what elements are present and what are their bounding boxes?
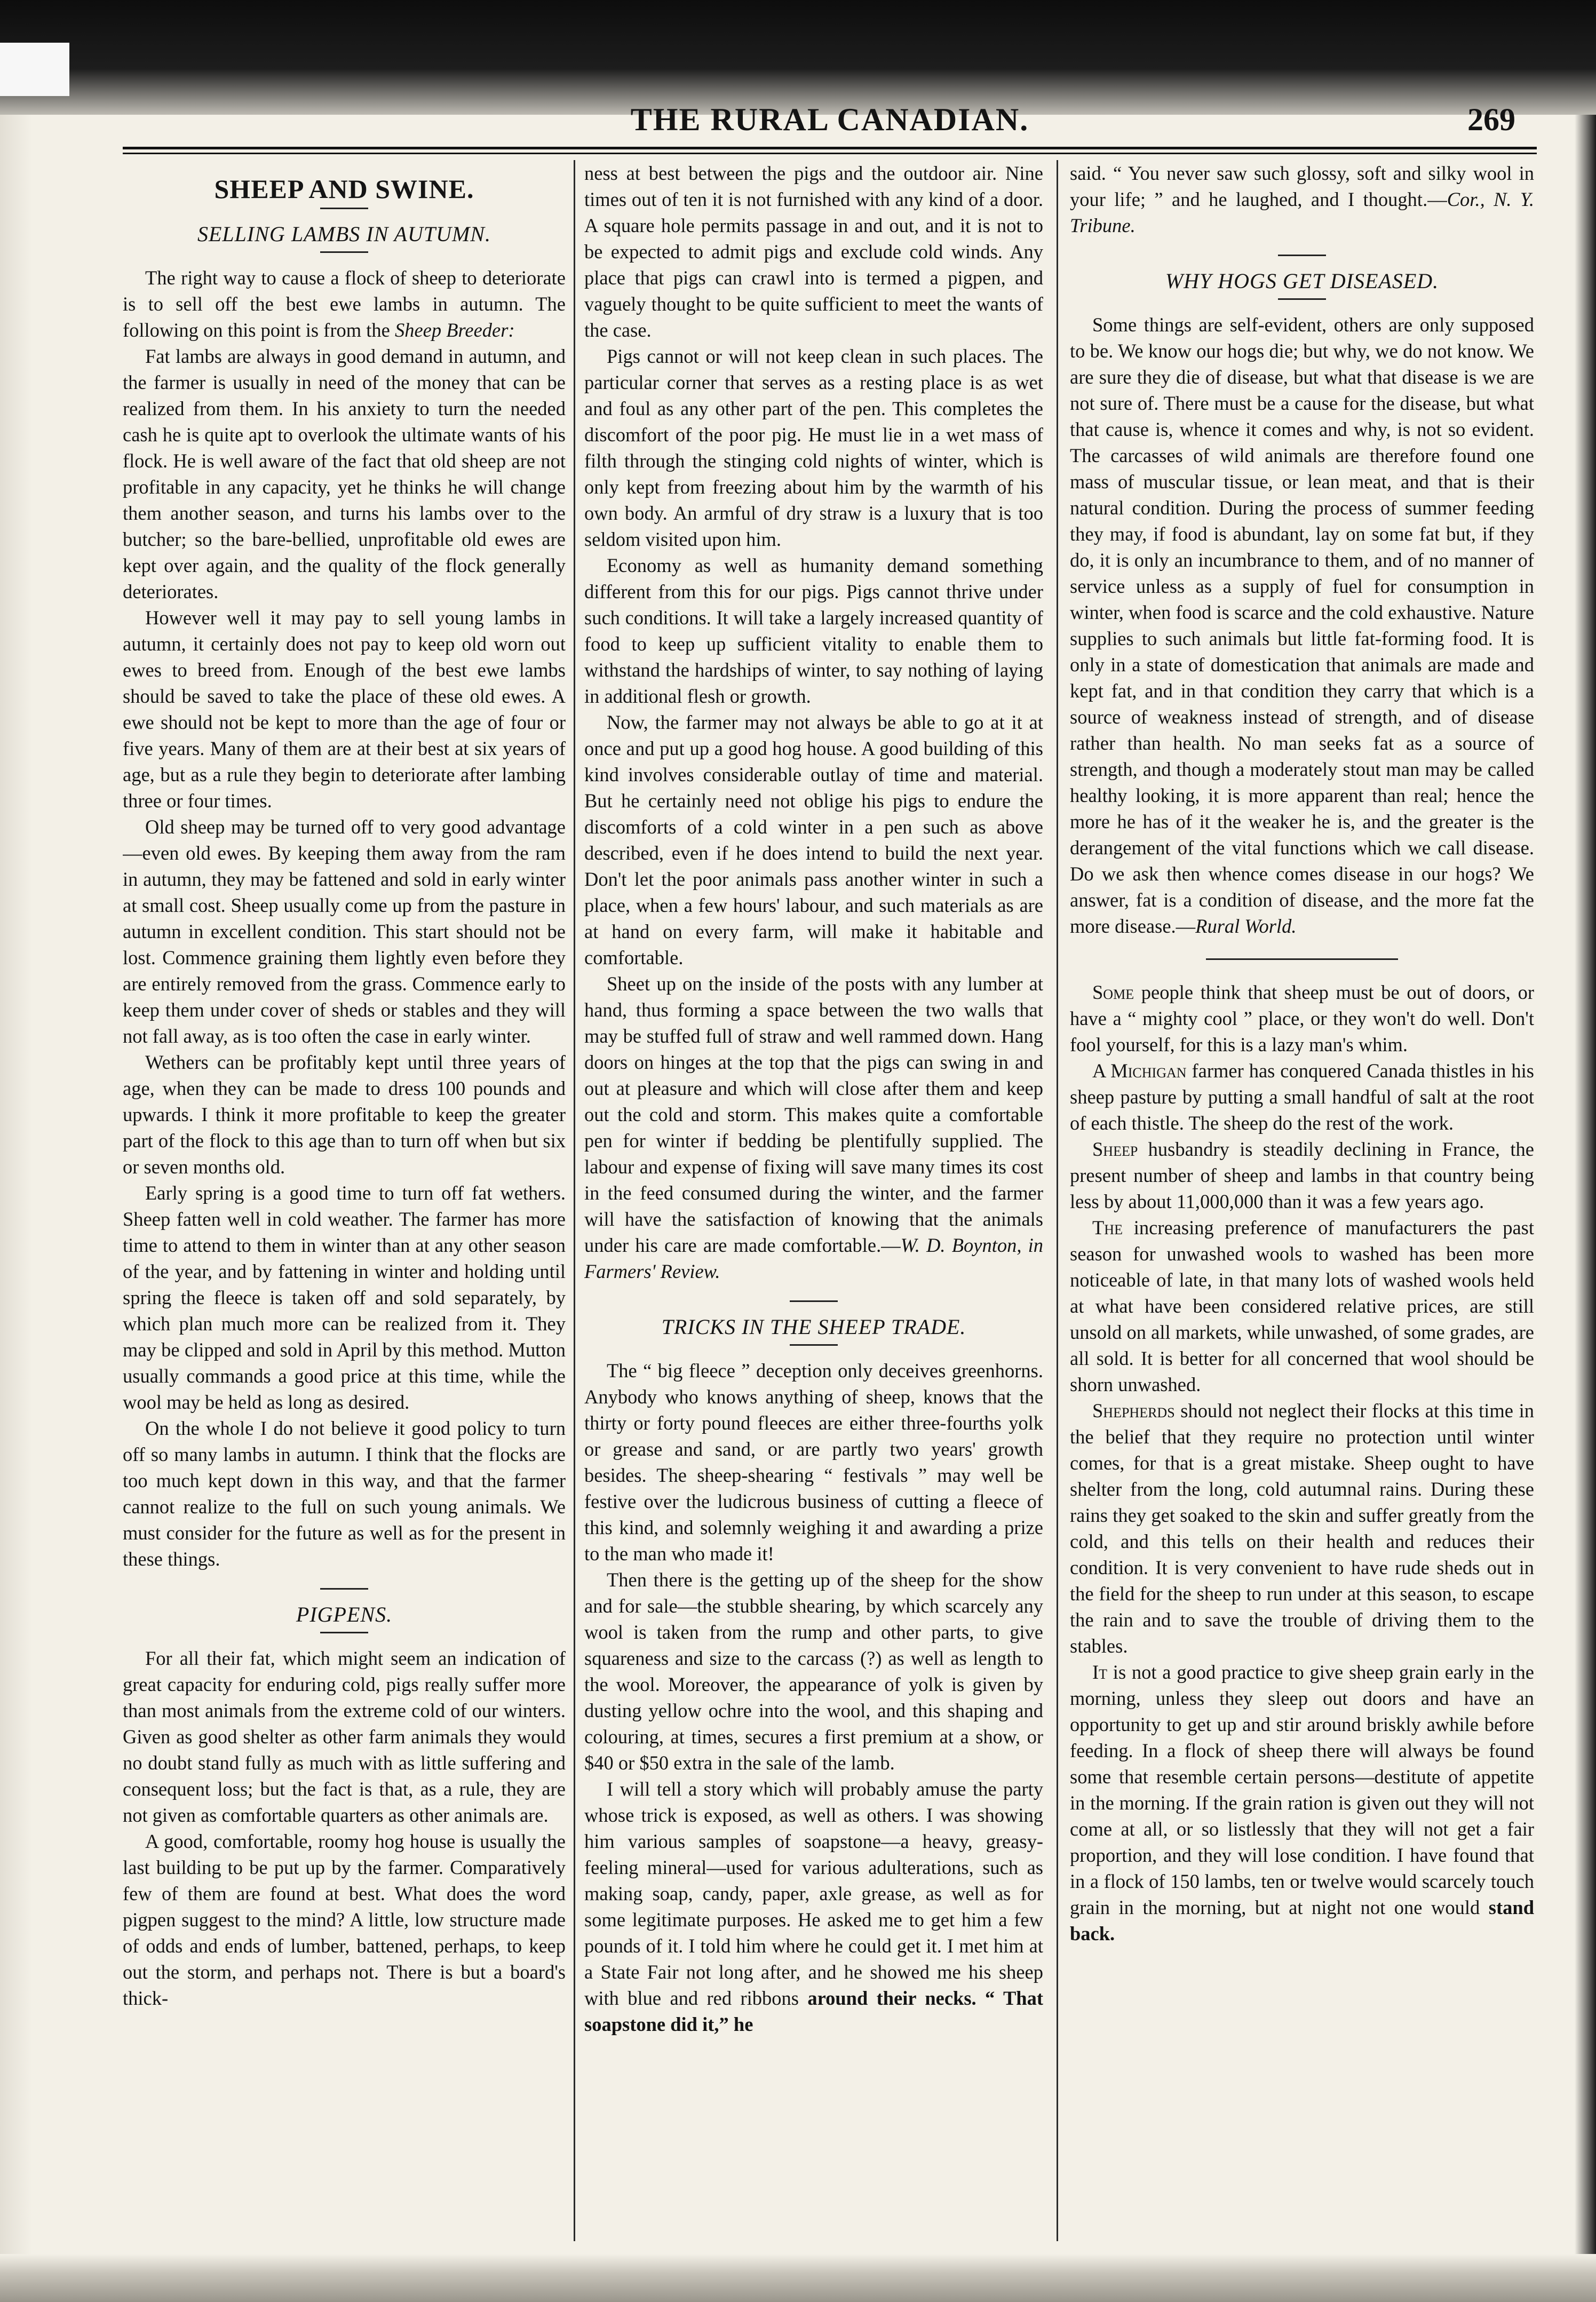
article-title: WHY HOGS GET DISEASED. bbox=[1165, 269, 1439, 293]
header-rule bbox=[123, 147, 1537, 154]
paragraph: Then there is the getting up of the sheep for the show and for sale—the stubble shearing, by which scarcely any wool is taken from the rump and other parts, to give squareness and size to the carcass (?) as well as length to the wool. Moreover, the appearance of yolk is given by dusting yellow ochre into the wool, and this shaping and colouring, at times, secures a first premium at a show, or $40 or $50 extra in the sale of the lamb. bbox=[584, 1569, 1043, 1774]
news-item bbox=[1070, 1398, 1534, 1659]
title-rule bbox=[320, 251, 368, 253]
lead-word: A Michigan bbox=[1092, 1060, 1187, 1082]
paragraph: However well it may pay to sell young lambs in autumn, it certainly does not pay to keep old worn out ewes to breed from. Enough of the best ewe lambs should be saved to take the place of these old ewes. A ewe should not be kept to more than the age of four or five years. Many of them are at their best at six years of age, but as a rule they begin to deteriorate after lambing three or four times. bbox=[123, 607, 566, 812]
paragraph bbox=[584, 1776, 1043, 2037]
scan-left-edge bbox=[0, 115, 32, 2302]
article-divider bbox=[1278, 255, 1326, 256]
paragraph bbox=[1070, 160, 1534, 239]
lead-word: It bbox=[1092, 1661, 1108, 1683]
scan-corner-mark bbox=[0, 43, 69, 96]
paragraph: Early spring is a good time to turn off fat wethers. Sheep fatten well in cold weather. The farmer has more time to attend to them in winter than at any other season of the year, and by fattening in winter and holding until spring the fleece is taken off and sold separately, by which plan much more can be realized from it. They may be clipped and sold in April by this method. Mutton usually commands a good price at this time, while the wool may be held as long as desired. bbox=[123, 1182, 566, 1413]
page-header bbox=[123, 96, 1537, 144]
paragraph: Old sheep may be turned off to very good advantage—even old ewes. By keeping them away from the ram in autumn, they may be fattened and sold in early winter at small cost. Sheep usually come up from the pasture in autumn in excellent condition. This start should not be lost. Commence graining them lightly even before they are entirely removed from the grass. Commence early to keep them under cover of sheds or stables and they will not fall away, as is too often the case in early winter. bbox=[123, 816, 566, 1047]
article-divider bbox=[320, 1588, 368, 1590]
article-title: SELLING LAMBS IN AUTUMN. bbox=[197, 222, 491, 246]
column-1 bbox=[123, 160, 566, 2241]
paragraph: Fat lambs are always in good demand in autumn, and the farmer is usually in need of the money that can be realized from them. In his anxiety to turn the needed cash he is quite apt to overlook the ultimate wants of his flock. He is well aware of the fact that old sheep are not profitable in any capacity, yet he thinks he will change them another season, and turns his lambs over to the butcher; so the bare-bellied, unprofitable old ewes are kept over again, and the quality of the flock generally deteriorates. bbox=[123, 345, 566, 602]
paragraph-text: Some things are self-evident, others are only supposed to be. We know our hogs die; but why, we do not know. We are sure they die of disease, but what that disease is we are not sure of. There must be a cause for the disease, but what that cause is, whence it comes and why, is not so evident. The carcasses of wild animals are therefore found one mass of muscular tissue, or lean meat, and that is their natural condition. During the process of summer feeding they may, if food is abundant, lay on some fat but, if they do, it is only an incumbrance to them, and of no manner of service unless as a supply of fuel for consumption in winter, when food is scarce and the cold exhaustive. Nature supplies to such animals but little fat-forming food. It is only in a state of domestication that animals are made and kept fat, and in that condition they carry that which is a source of weakness instead of strength, and of disease rather than health. No man seeks fat as a source of strength, and though a moderately stout man may be called healthy looking, it is more apparent than real; hence the more he has of it the weaker he is, and the greater is the derangement of the vital functions which we call disease. Do we ask then whence comes disease in our hogs? We answer, fat is a condition of disease, and the more fat the more disease.— bbox=[1070, 314, 1534, 937]
publication-title: THE RURAL CANADIAN. bbox=[630, 102, 1029, 137]
paragraph-text: Sheet up on the inside of the posts with any lumber at hand, thus forming a space between the two walls that may be stuffed full of straw and well rammed down. Hang doors on hinges at the top that the pigs can swing in and out at pleasure and which will close after them and keep out the cold and storm. This makes quite a comfortable pen for winter if bedding be plentifully supplied. The labour and expense of fixing will save many times its cost in the feed consumed during the winter, and the farmer will have the satisfaction of knowing that the animals under his care are made comfortable.— bbox=[584, 973, 1043, 1256]
paragraph bbox=[1070, 312, 1534, 939]
lead-word: Some bbox=[1092, 981, 1134, 1003]
paragraph: The “ big fleece ” deception only deceives greenhorns. Anybody who knows anything of sheep, knows that the thirty or forty pound fleeces are either three-fourths yolk or grease and sand, or are partly two years' growth besides. The sheep-shearing “ festivals ” may well be festive over the ludicrous business of cutting a fleece of this kind, and solemnly weighing it and awarding a prize to the man who made it! bbox=[584, 1360, 1043, 1565]
source-citation: Sheep Breeder: bbox=[394, 319, 515, 341]
paragraph-text: stand back. bbox=[1070, 1896, 1534, 1944]
column-2 bbox=[584, 160, 1043, 2241]
column-3 bbox=[1070, 160, 1534, 2241]
title-rule bbox=[1278, 298, 1326, 300]
paragraph: A good, comfortable, roomy hog house is usually the last building to be put up by the farmer. Comparatively few of them are found at best. What does the word pigpen suggest to the mind? A little, low structure made of odds and ends of lumber, battened, perhaps, to keep out the storm, and perhaps not. There is but a board's thick- bbox=[123, 1830, 566, 2009]
title-rule bbox=[320, 208, 368, 209]
section-title: SHEEP AND SWINE. bbox=[214, 174, 474, 204]
paragraph-text: around their necks. “ That soapstone did it,” he bbox=[584, 1987, 1043, 2035]
news-item bbox=[1070, 1058, 1534, 1136]
news-item bbox=[1070, 1214, 1534, 1398]
article-title: PIGPENS. bbox=[296, 1602, 393, 1626]
news-item bbox=[1070, 979, 1534, 1058]
paragraph: Now, the farmer may not always be able to go at it at once and put up a good hog house. A good building of this kind involves considerable outlay of time and material. But he certainly need not oblige his pigs to endure the discomforts of a cold winter in a pen such as above described, even if he does intend to build the next year. Don't let the poor animals pass another winter in such a place, when a few hours' labour, and such materials as are at hand on every farm, will make it habitable and comfortable. bbox=[584, 711, 1043, 969]
title-rule bbox=[320, 1632, 368, 1633]
paragraph-text: should not neglect their flocks at this time in the belief that they require no protection until winter comes, for that is a great mistake. Sheep ought to have shelter from the long, cold autumnal rains. During these rains they get soaked to the skin and suffer greatly from the cold, and this tells on their health and reduces their condition. It is very convenient to have rude sheds out in the field for the sheep to run under at this season, to escape the rain and to save the trouble of driving them to the stables. bbox=[1070, 1400, 1534, 1657]
paragraph-text: increasing preference of manufacturers the past season for unwashed wools to washed has been more noticeable of late, in that many lots of washed wools held at what have been considered relative prices, are still unsold on all markets, while unwashed, of some grades, are all sold. It is better for all concerned that wool should be shorn unwashed. bbox=[1070, 1217, 1534, 1395]
section-divider bbox=[1206, 958, 1398, 960]
paragraph bbox=[584, 971, 1043, 1284]
paragraph: Economy as well as humanity demand something different from this for our pigs. Pigs cannot thrive under such conditions. It will take a largely increased quantity of food to keep up sufficient vitality to enable them to withstand the hardships of winter, to say nothing of laying in additional flesh or growth. bbox=[584, 554, 1043, 707]
column-divider bbox=[1057, 160, 1058, 2241]
lead-word: Sheep bbox=[1092, 1138, 1138, 1160]
paragraph-text: I will tell a story which will probably amuse the party whose trick is exposed, as well as others. I was showing him various samples of soapstone—a heavy, greasy-feeling mineral—used for various adulterations, such as making soap, candy, paper, axle grease, as well as for some legitimate purposes. He asked me to get him a few pounds of it. I told him where he could get it. I met him at a State Fair not long after, and he showed me his sheep with blue and red ribbons bbox=[584, 1778, 1043, 2009]
paragraph bbox=[123, 265, 566, 343]
page-number: 269 bbox=[1467, 102, 1515, 137]
news-item bbox=[1070, 1136, 1534, 1214]
scan-bottom-edge bbox=[0, 2254, 1596, 2302]
news-item bbox=[1070, 1659, 1534, 1947]
paragraph-text: husbandry is steadily declining in France, the present number of sheep and lambs in that country being less by about 11,000,000 than it was a few years ago. bbox=[1070, 1138, 1534, 1212]
paragraph: Pigs cannot or will not keep clean in such places. The particular corner that serves as a resting place is as wet and foul as any other part of the pen. This completes the discomfort of the poor pig. He must lie in a wet mass of filth through the stinging cold nights of winter, which is only kept from freezing about him by the warmth of his own body. An armful of dry straw is a luxury that is too seldom visited upon him. bbox=[584, 345, 1043, 550]
lead-word: The bbox=[1092, 1217, 1123, 1239]
title-rule bbox=[790, 1344, 838, 1346]
paragraph-text: is not a good practice to give sheep grain early in the morning, unless they sleep out doors and have an opportunity to get up and stir around briskly awhile before feeding. In a flock of sheep there will always be found some that resemble certain persons—destitute of appetite in the morning. If the grain ration is given out they will not come at all, or so listlessly that they will not get a fair proportion, and they will lose condition. I have found that in a flock of 150 lambs, ten or twelve would scarcely touch grain in the morning, but at night not one would bbox=[1070, 1661, 1534, 1918]
article-title: TRICKS IN THE SHEEP TRADE. bbox=[661, 1315, 966, 1339]
paragraph: Wethers can be profitably kept until three years of age, when they can be made to dress 100 pounds and upwards. I think it more profitable to keep the greater part of the flock to this age than to turn off when but six or seven months old. bbox=[123, 1051, 566, 1178]
article-divider bbox=[790, 1300, 838, 1302]
paragraph: On the whole I do not believe it good policy to turn off so many lambs in autumn. I think that the flocks are too much kept down in this way, and that the farmer cannot realize to the full on such young animals. We must consider for the future as well as for the present in these things. bbox=[123, 1417, 566, 1570]
source-citation: Cor., N. Y. Tribune. bbox=[1070, 188, 1534, 236]
scan-right-edge bbox=[1575, 115, 1596, 2302]
source-citation: Rural World. bbox=[1195, 915, 1297, 937]
paragraph-text: The right way to cause a flock of sheep to deteriorate is to sell off the best ewe lambs in autumn. The following on this point is from the bbox=[123, 267, 566, 341]
column-divider bbox=[574, 160, 575, 2241]
paragraph: For all their fat, which might seem an indication of great capacity for enduring cold, pigs really suffer more than most animals from the extreme cold of our winters. Given as good shelter as other farm animals they would no doubt stand fully as much with as little suffering and consequent loss; but the fact is that, as a rule, they are not given as comfortable quarters as other animals are. bbox=[123, 1647, 566, 1826]
paragraph-text: said. “ You never saw such glossy, soft and silky wool in your life; ” and he laughed, and I thought.— bbox=[1070, 162, 1534, 210]
paragraph: ness at best between the pigs and the outdoor air. Nine times out of ten it is not furnished with any kind of a door. A square hole permits passage in and out, and it is not to be expected to admit pigs and exclude cold winds. Any place that pigs can crawl into is termed a pigpen, and vaguely thought to be quite sufficient to meet the wants of the case. bbox=[584, 162, 1043, 341]
source-citation: W. D. Boynton, in Farmers' Review. bbox=[584, 1234, 1043, 1282]
lead-word: Shepherds bbox=[1092, 1400, 1175, 1422]
paragraph-text: farmer has conquered Canada thistles in his sheep pasture by putting a small handful of salt at the root of each thistle. The sheep do the rest of the work. bbox=[1070, 1060, 1534, 1134]
paragraph-text: people think that sheep must be out of doors, or have a “ mighty cool ” place, or they won't do well. Don't fool yourself, for this is a lazy man's whim. bbox=[1070, 981, 1534, 1055]
